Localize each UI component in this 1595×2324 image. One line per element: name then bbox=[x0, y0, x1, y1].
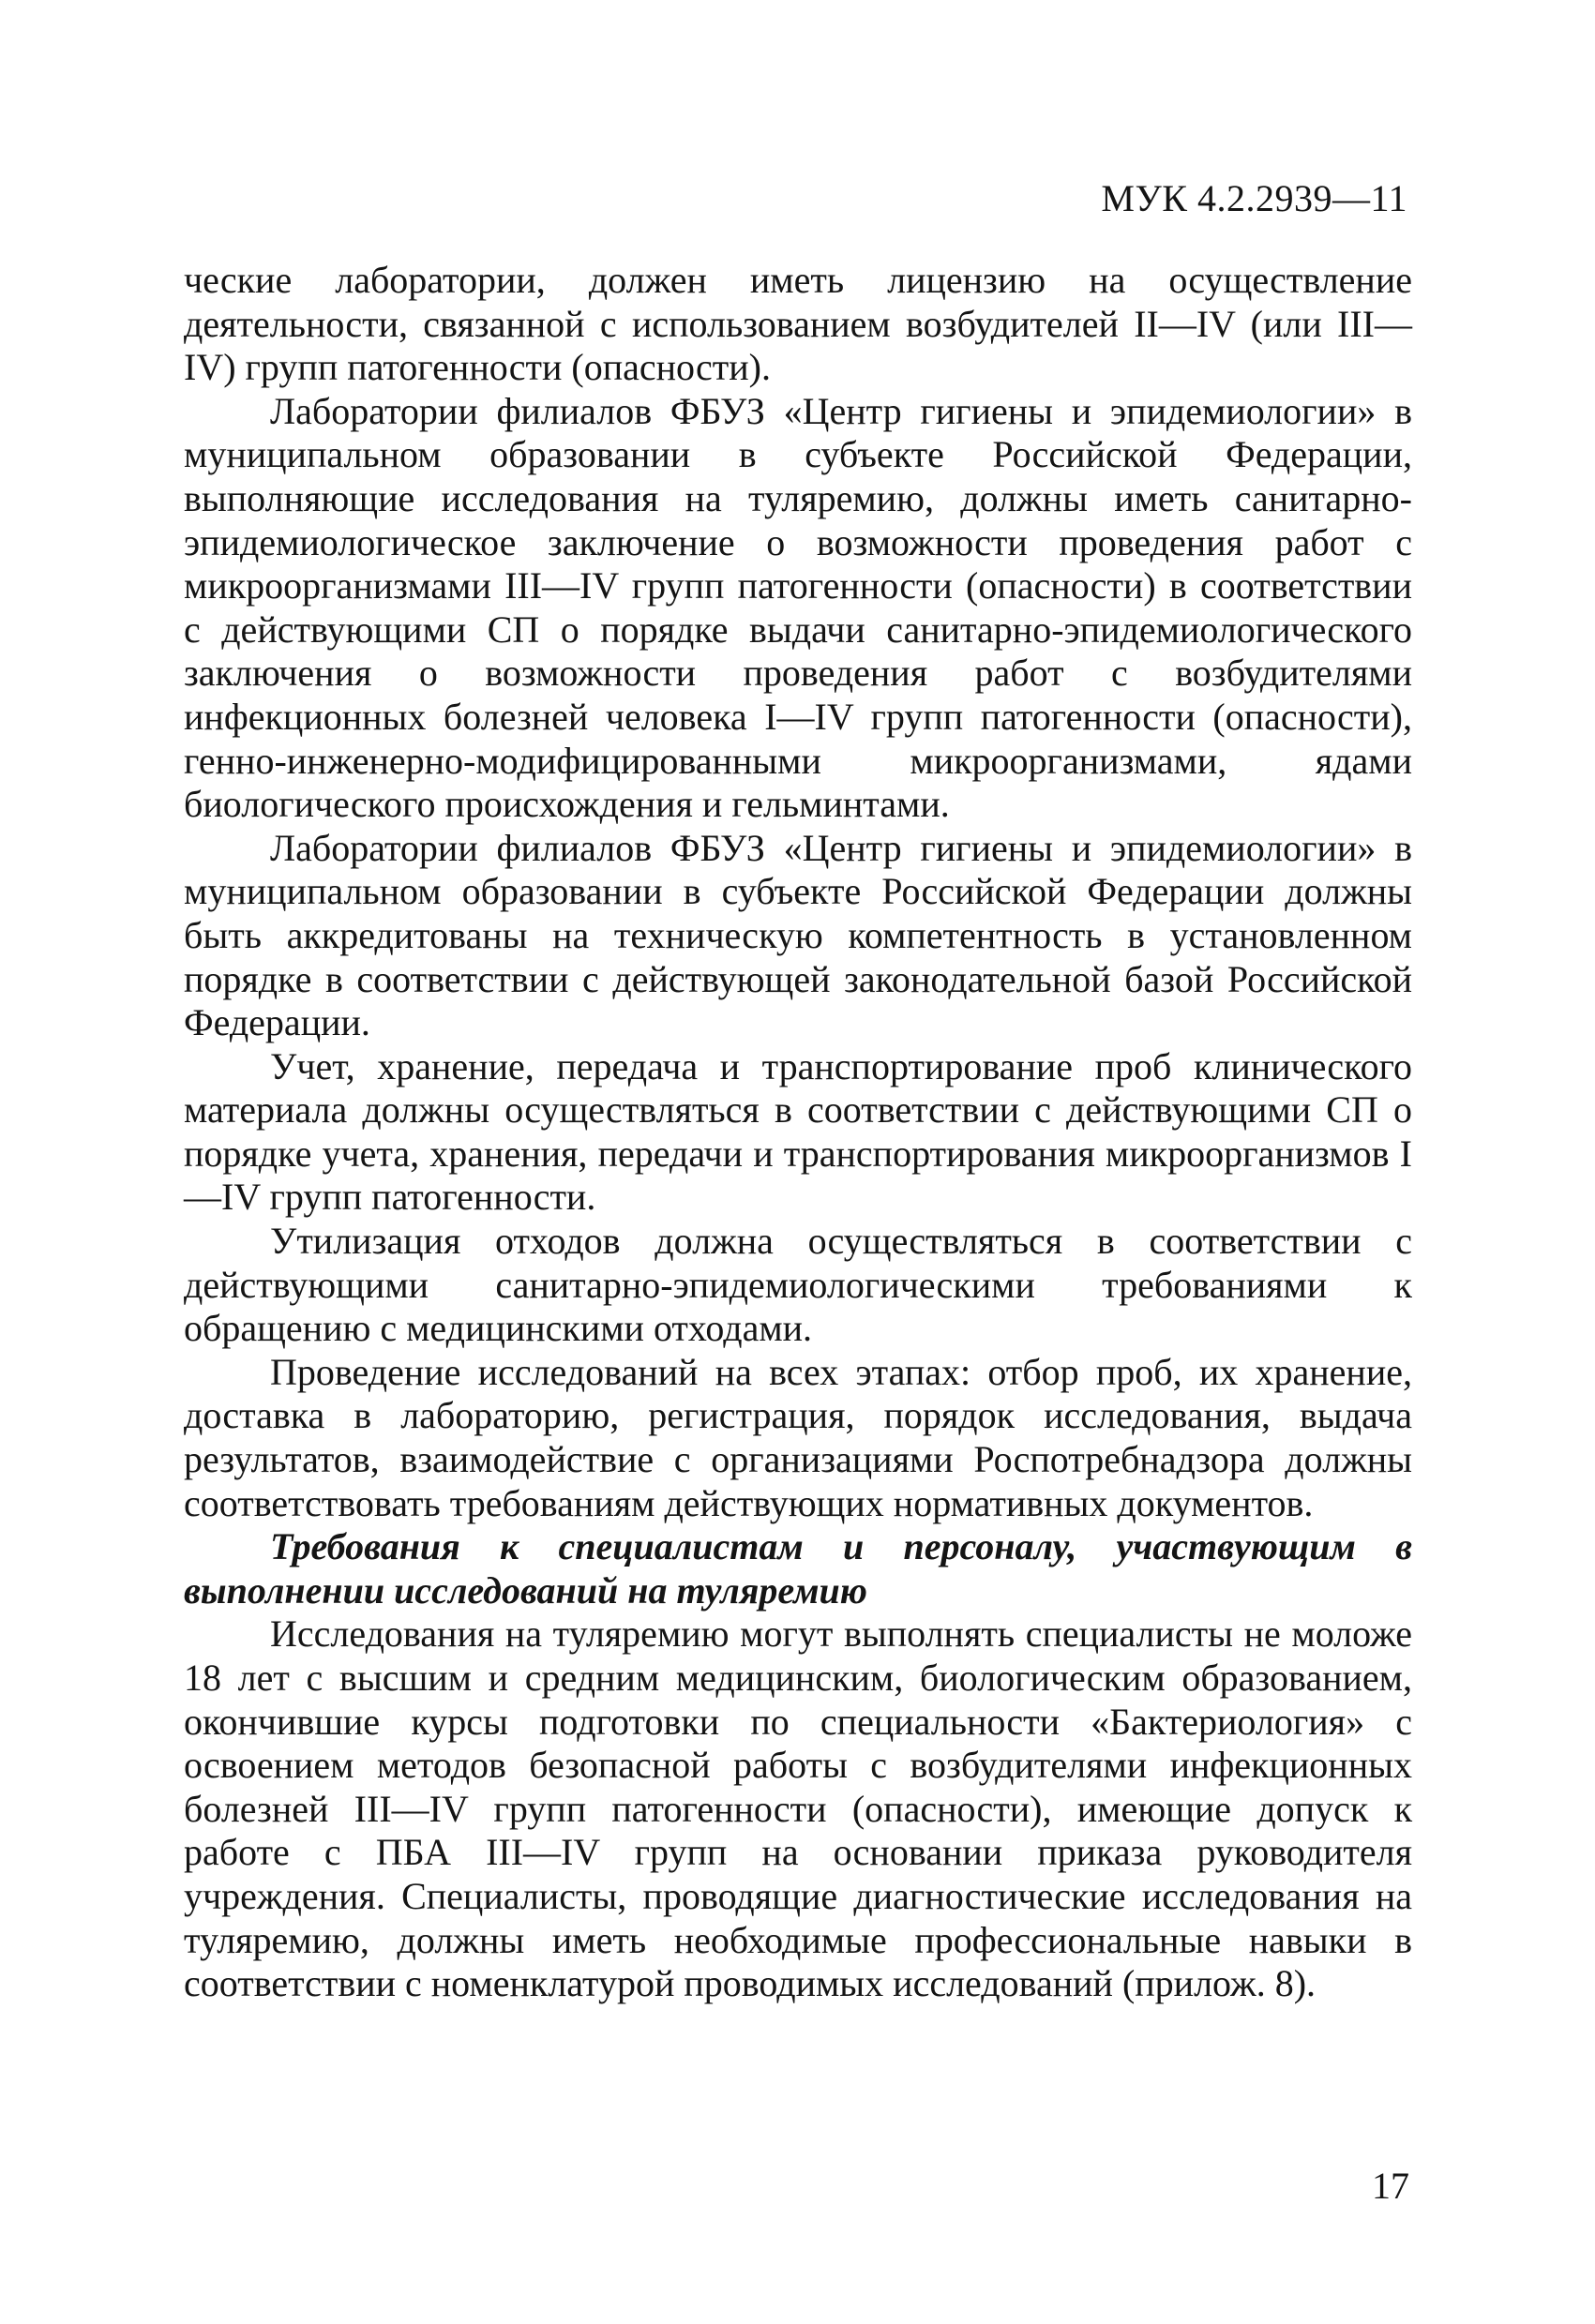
paragraph-accreditation: Лаборатории филиалов ФБУЗ «Центр гигиены и эпидемиологии» в муниципальном образовании в субъекте Российской Федерации должны быть аккредитованы на техническую компетентность в установленном порядке в соответствии с действующей законодательной базой Российской Федерации. bbox=[184, 826, 1412, 1044]
paragraph-specialists: Исследования на туляремию могут выполнять специалисты не моложе 18 лет с высшим и средним медицинским, биологическим образованием, окончившие курсы подготовки по специальности «Бактериология» с освоением методов безопасной работы с возбудителями инфекционных болезней III—IV групп патогенности (опасности), имеющие допуск к работе с ПБА III—IV групп на основании приказа руководителя учреждения. Специалисты, проводящие диагностические исследования на туляремию, должны иметь необходимые профессиональные навыки в соответствии с номенклатурой проводимых исследований (прилож. 8). bbox=[184, 1612, 1412, 2005]
paragraph-sanitary-conclusion: Лаборатории филиалов ФБУЗ «Центр гигиены и эпидемиологии» в муниципальном образовании в субъекте Российской Федерации, выполняющие исследования на туляремию, должны иметь санитарно-эпидемиологическое заключение о возможности проведения работ с микроорганизмами III—IV групп патогенности (опасности) в соответствии с действующими СП о порядке выдачи санитарно-эпидемиологического заключения о возможности проведения работ с возбудителями инфекционных болезней человека I—IV групп патогенности (опасности), генно-инженерно-модифицированными микроорганизмами, ядами биологического происхождения и гельминтами. bbox=[184, 389, 1412, 826]
paragraph-sample-handling: Учет, хранение, передача и транспортирование проб клинического материала должны осуществляться в соответствии с действующими СП о порядке учета, хранения, передачи и транспортирования микроорганизмов I—IV групп патогенности. bbox=[184, 1044, 1412, 1219]
document-code-header: МУК 4.2.2939—11 bbox=[1101, 177, 1407, 219]
paragraph-license: ческие лаборатории, должен иметь лицензию на осуществление деятельности, связанной с использованием возбудителей II—IV (или III—IV) групп патогенности (опасности). bbox=[184, 259, 1412, 389]
paragraph-research-stages: Проведение исследований на всех этапах: отбор проб, их хранение, доставка в лабораторию, регистрация, порядок исследования, выдача результатов, взаимодействие с организациями Роспотребнадзора должны соответствовать требованиям действующих нормативных документов. bbox=[184, 1350, 1412, 1524]
document-body bbox=[184, 259, 1412, 2006]
section-heading-personnel-requirements: Требования к специалистам и персоналу, участвующим в выполнении исследований на туляремию bbox=[184, 1525, 1412, 1612]
paragraph-waste-disposal: Утилизация отходов должна осуществляться в соответствии с действующими санитарно-эпидемиологическими требованиями к обращению с медицинскими отходами. bbox=[184, 1220, 1412, 1350]
page-number: 17 bbox=[1372, 2165, 1409, 2207]
